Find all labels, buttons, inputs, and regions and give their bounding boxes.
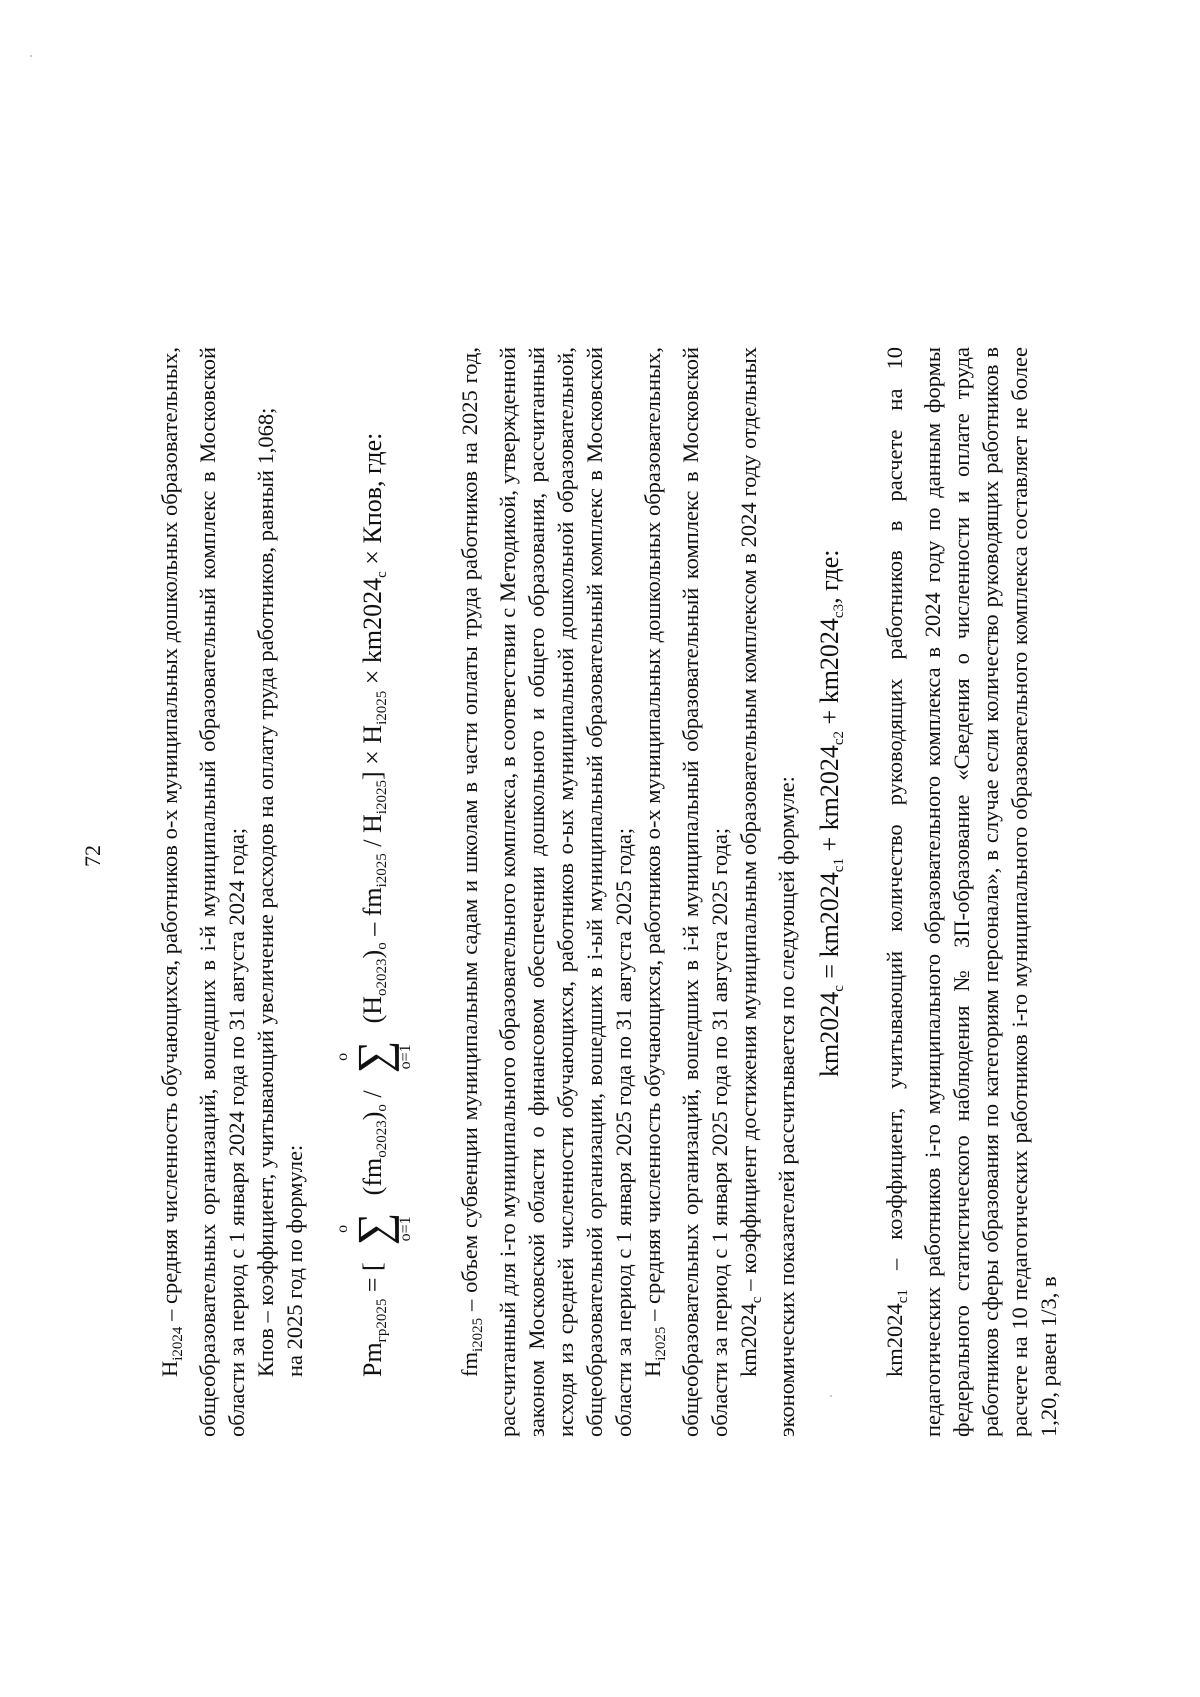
formula-pm-part2: $(Н_{o2023})_o - fm_{i2025} / Н_{i2025}] \times Н_{i2025} \times km2024_c$ × Кпов, где: [357,432,390,1024]
def-km2024c1: $km2024_{c1}$ – коэффициент, учитывающий количество руководящих работников в расчете на 10 педагогических работников i-го муниципального образовательного комплекса в 2024 году по данным формы федерального статистического наблюдения № ЗП-образование «Сведения о численности и оплате труда работников сферы образования по категориям персонала», в случае если количество руководящих работников в расчете на 10 педагогических работников i-го муниципального образовательного комплекса составляет не более 1,20, равен 1/3, в [882,347,1061,1437]
def-kpov: Кпов – коэффициент, учитывающий увеличение расходов на оплату труда работников, равный 1,068; [253,407,278,1377]
page-number: 72 [80,845,105,867]
def-n-i2024: $Н_{i2024}$ – средняя численность обучающихся, работников о-х муниципальных дошкольных образовательных, общеобразовательных организаций, вошедших в i-й муниципальный образовательный комплекс в Московской области за период с 1 января 2024 года по 31 августа 2024 года; [157,347,249,1437]
sum-symbol: o ∑ o=1 [334,1212,414,1246]
def-fm-i2025: $fm_{i2025}$ – объем субвенции муниципальным садам и школам в части оплаты труда работников на 2025 год, рассчитанный для i-го муниципального образовательного комплекса, в соответствии с Методикой, утвержденной законом Московской области о финансовом обеспечении дошкольного и общего образования, рассчитанный исходя из средней численности обучающихся, работников о-ых муниципальной дошкольной образовательной, общеобразовательной организации, вошедших в i-ый муниципальный образовательный комплекс в Московской области за период с 1 января 2025 года по 31 августа 2025 года; [457,347,636,1437]
scan-speck [30,55,32,57]
def-km2024c: $km2024_c$ – коэффициент достижения муниципальным образовательным комплексом в 2024 году отдельных экономических показателей рассчитывается по следующей формуле: [736,347,799,1437]
definitions-block-2 [455,347,801,1437]
formula-pm-lhs: $Рm_{гр2025}$ = [ [357,1262,390,1377]
formula-pm [335,433,415,1377]
sum-symbol-2: o ∑ o=1 [334,1040,414,1074]
formula-pm-part1: $(fm_{o2023})_o$ / [357,1090,390,1196]
def-n-i2025: $Н_{i2025}$ – средняя численность обучающихся, работников о-х муниципальных дошкольных образовательных, общеобразовательных организаций, вошедших в i-й муниципальный образовательный комплекс в Московской области за период с 1 января 2025 года по 31 августа 2025 года; [640,347,732,1437]
scan-speck [830,1395,832,1397]
formula-km: $km2024_c = km2024_{c1} + km2024_{c2} + km2024_{c3}$, где: [815,549,847,1077]
formula-intro: на 2025 год по формуле: [282,1144,307,1377]
definitions-block-3 [880,347,1063,1437]
definitions-block-1 [155,347,309,1437]
